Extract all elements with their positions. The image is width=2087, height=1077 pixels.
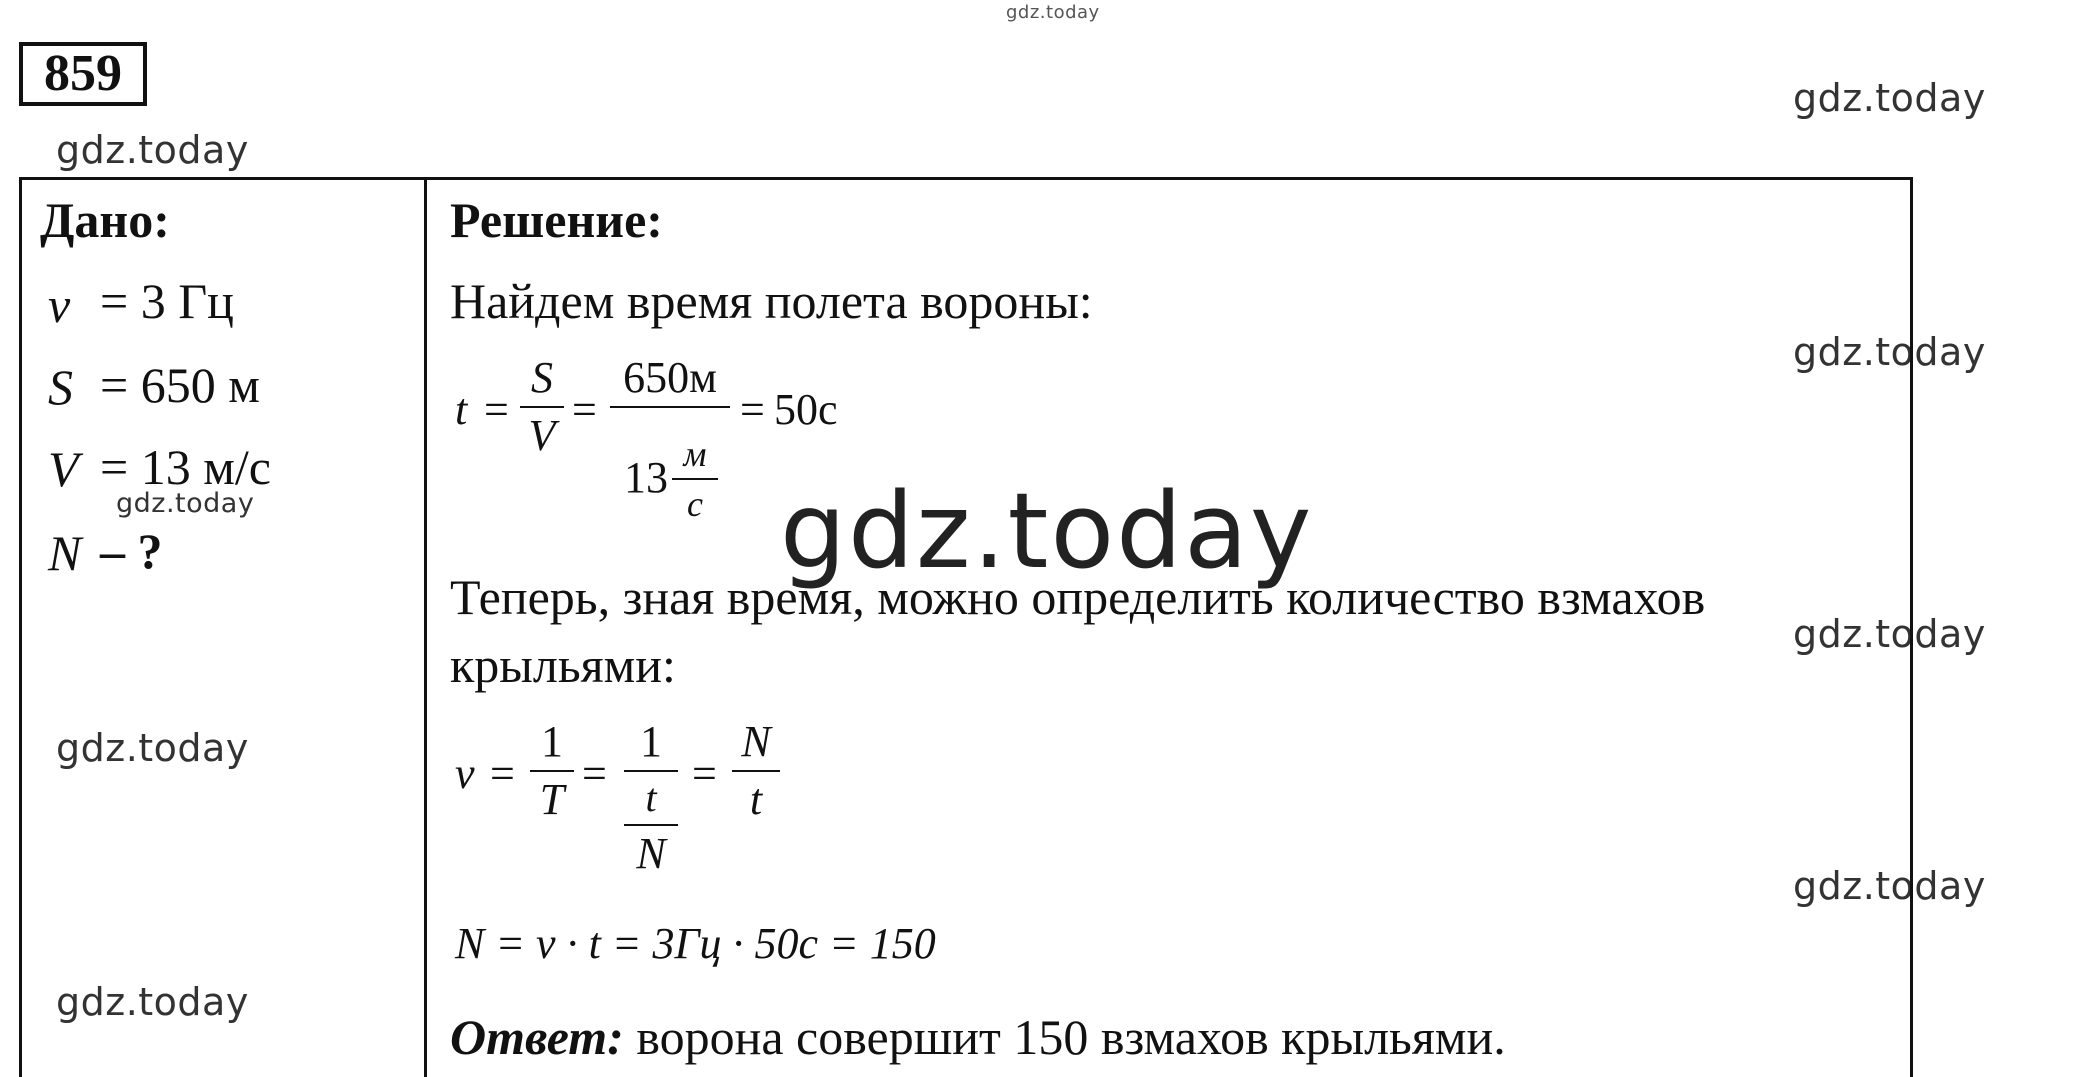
formula1-fraction-sv [520,353,564,460]
formula2-T: T [539,775,565,824]
watermark: gdz.today [56,128,249,172]
formula1-eq2: = [572,385,597,434]
fraction-bar [624,770,678,772]
formula1-den-num: м [683,434,707,474]
given-n-symbol: N [48,525,82,581]
given-heading: Дано: [40,192,170,248]
formula1-t: t [455,385,468,434]
watermark-large: gdz.today [780,470,1314,592]
formula2-one-2: 1 [640,717,662,766]
watermark: gdz.today [56,980,249,1024]
answer-text: ворона совершит 150 взмахов крыльями. [636,1009,1506,1065]
fraction-bar [672,478,718,480]
formula1-eq1: = [484,385,509,434]
formula1-den-int: 13 [624,453,668,502]
given-n-value: – ? [100,523,163,579]
watermark: gdz.today [1793,330,1986,374]
formula2-fraction-complex [624,717,678,878]
fraction-bar [530,770,574,772]
formula2-eq3: = [692,749,717,798]
formula2-fraction-nt [732,717,780,824]
formula1-numerator: 650м [623,353,717,402]
given-s-symbol: S [48,359,73,415]
formula1-result: 50с [774,385,838,434]
answer-label: Ответ: [450,1009,624,1065]
solution-heading: Решение: [450,192,663,248]
formula1-s: S [531,353,553,402]
fraction-bar [624,824,678,826]
given-nu-value: = 3 Гц [100,273,234,329]
formula1-den-fraction [672,436,718,522]
given-v-value: = 13 м/с [100,439,271,495]
formula2-N-2: N [741,717,771,766]
watermark: gdz.today [1793,864,1986,908]
given-v-symbol: V [48,441,79,497]
watermark: gdz.today [116,488,255,519]
given-s-value: = 650 м [100,357,260,413]
solution-line-3: крыльями: [450,637,676,693]
solution-line-1: Найдем время полета вороны: [450,273,1093,329]
formula3: N = ν · t = 3Гц · 50с = 150 [455,919,936,968]
column-divider [424,177,427,1077]
given-nu-symbol: ν [48,277,71,333]
fraction-bar [610,406,730,408]
formula2-fraction-1t [530,717,574,824]
formula1-den-den: с [687,484,703,524]
formula1-v: V [528,411,556,460]
fraction-bar [732,770,780,772]
watermark-top: gdz.today [1006,2,1100,23]
formula2-nu: ν [455,749,475,798]
solution-line-2: Теперь, зная время, можно определить количество взмахов [450,569,1706,625]
formula2-N: N [636,829,666,878]
formula1-fraction-values [610,353,730,414]
formula2-eq1: = [490,749,515,798]
problem-number: 859 [19,42,147,106]
watermark: gdz.today [56,726,249,770]
fraction-bar [520,406,564,408]
formula2-eq2: = [582,749,607,798]
answer-line [450,1009,1506,1065]
formula2-one: 1 [541,717,563,766]
formula2-t-2: t [749,775,763,824]
watermark: gdz.today [1793,76,1986,120]
formula1-eq3: = [740,385,765,434]
formula2-t: t [645,775,657,820]
watermark: gdz.today [1793,612,1986,656]
